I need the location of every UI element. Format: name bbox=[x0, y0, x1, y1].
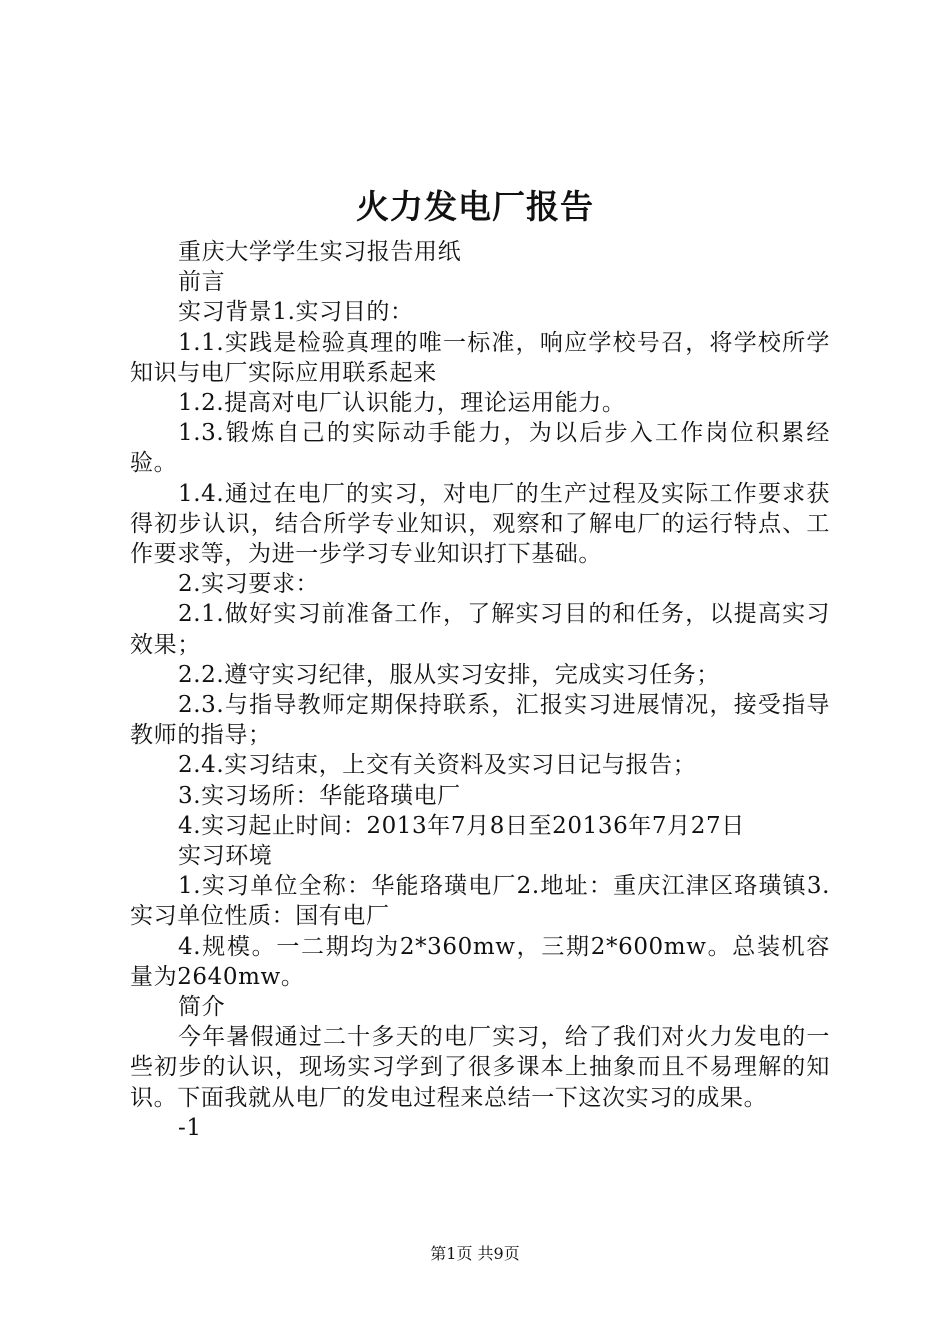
paragraph: 1.4.通过在电厂的实习，对电厂的生产过程及实际工作要求获得初步认识，结合所学专业知识，观察和了解电厂的运行特点、工作要求等，为进一步学习专业知识打下基础。 bbox=[130, 480, 830, 568]
paragraph: 实习环境 bbox=[178, 843, 273, 870]
paragraph: 2.1.做好实习前准备工作，了解实习目的和任务，以提高实习效果； bbox=[130, 601, 830, 658]
document-body bbox=[130, 237, 830, 1143]
paragraph: 2.实习要求： bbox=[178, 571, 320, 598]
paragraph: 1.3.锻炼自己的实际动手能力，为以后步入工作岗位积累经验。 bbox=[130, 420, 830, 477]
paragraph: 4.规模。一二期均为2*360mw，三期2*600mw。总装机容量为2640mw。 bbox=[130, 933, 830, 990]
paragraph: 1.2.提高对电厂认识能力，理论运用能力。 bbox=[178, 390, 626, 417]
paragraph: 今年暑假通过二十多天的电厂实习，给了我们对火力发电的一些初步的认识，现场实习学到了很多课本上抽象而且不易理解的知识。下面我就从电厂的发电过程来总结一下这次实习的成果。 bbox=[130, 1024, 830, 1111]
paragraph: 1.1.实践是检验真理的唯一标准，响应学校号召，将学校所学知识与电厂实际应用联系起来 bbox=[130, 329, 830, 386]
paragraph: -1 bbox=[178, 1114, 202, 1141]
paragraph: 前言 bbox=[178, 269, 226, 296]
paragraph: 简介 bbox=[178, 994, 226, 1021]
paragraph: 3.实习场所：华能珞璜电厂 bbox=[178, 782, 461, 809]
page-footer: 第1页 共9页 bbox=[430, 1244, 520, 1263]
paragraph: 实习背景1.实习目的： bbox=[178, 299, 414, 326]
paragraph: 2.3.与指导教师定期保持联系，汇报实习进展情况，接受指导教师的指导； bbox=[130, 692, 830, 749]
paragraph: 重庆大学学生实习报告用纸 bbox=[178, 239, 462, 265]
document-title: 火力发电厂报告 bbox=[356, 187, 594, 226]
paragraph: 1.实习单位全称：华能珞璜电厂2.地址：重庆江津区珞璜镇3.实习单位性质：国有电厂 bbox=[130, 873, 830, 930]
paragraph: 2.4.实习结束，上交有关资料及实习日记与报告； bbox=[178, 752, 697, 779]
paragraph: 2.2.遵守实习纪律，服从实习安排，完成实习任务； bbox=[178, 661, 720, 688]
paragraph: 4.实习起止时间：2013年7月8日至20136年7月27日 bbox=[178, 812, 745, 839]
